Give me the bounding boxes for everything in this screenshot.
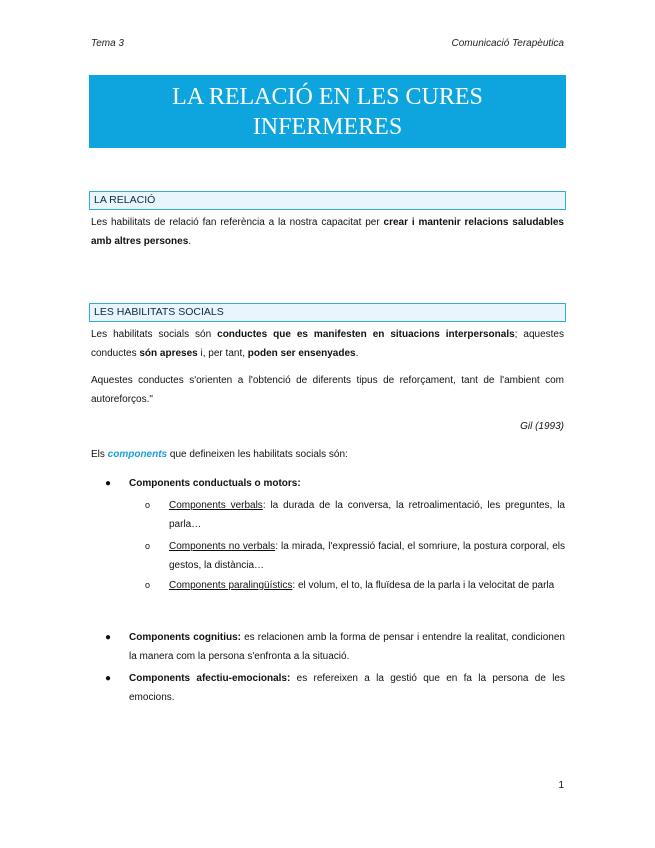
text-run: Les habilitats socials són bbox=[91, 329, 218, 340]
circle-bullet-icon: o bbox=[145, 541, 151, 551]
bold-run: crear i mantenir relacions saludables amb altres persones bbox=[91, 217, 564, 247]
underlined-run: Components verbals bbox=[169, 500, 263, 511]
paragraph-relacio bbox=[91, 213, 564, 251]
page-number: 1 bbox=[558, 780, 564, 791]
paragraph-components-intro bbox=[91, 445, 564, 464]
list-item bbox=[105, 628, 565, 666]
paragraph-definition bbox=[91, 325, 564, 363]
bullet-icon: ● bbox=[105, 632, 112, 643]
text-run: es relacionen amb la forma de pensar i entendre la realitat, condicionen la manera com la persona s'enfronta a la situació. bbox=[129, 632, 565, 662]
text-run: es refereixen a la gestió que en fa la persona de les emocions. bbox=[129, 673, 565, 703]
title-line-1: LA RELACIÓ EN LES CURES bbox=[172, 84, 483, 110]
header-topic: Tema 3 bbox=[91, 38, 124, 49]
bold-run: Components conductuals o motors: bbox=[129, 478, 301, 489]
bold-run: poden ser ensenyades bbox=[247, 348, 356, 359]
list-item-text bbox=[129, 474, 565, 493]
page-title bbox=[89, 75, 566, 148]
text-run: : el volum, el to, la fluïdesa de la parla i la velocitat de parla bbox=[292, 580, 555, 591]
bullet-icon: ● bbox=[105, 673, 112, 684]
sub-list-item-text bbox=[169, 576, 565, 595]
list-item-text bbox=[129, 669, 565, 707]
sub-list-item bbox=[145, 496, 565, 534]
bold-run: conductes que es manifesten en situacions interpersonals bbox=[217, 329, 515, 340]
text-run: Les habilitats de relació fan referència a la nostra capacitat per bbox=[91, 217, 384, 228]
paragraph-reinforcement: Aquestes conductes s'orienten a l'obtenció de diferents tipus de reforçament, tant de l'ambient com autoreforços." bbox=[91, 375, 564, 405]
sub-list-item-text bbox=[169, 537, 565, 575]
sub-list-item bbox=[145, 537, 565, 575]
text-run: ; aquestes conductes bbox=[91, 329, 564, 359]
circle-bullet-icon: o bbox=[145, 500, 151, 510]
underlined-run: Components no verbals bbox=[169, 541, 276, 552]
text-run: Els bbox=[91, 449, 108, 460]
title-line-2: INFERMERES bbox=[252, 114, 403, 140]
bold-run: Components afectiu-emocionals: bbox=[129, 673, 291, 684]
accent-run: components bbox=[107, 449, 168, 460]
sub-list-item-text bbox=[169, 496, 565, 534]
bold-run: Components cognitius: bbox=[129, 632, 241, 643]
text-run: que defineixen les habilitats socials són: bbox=[167, 449, 348, 460]
citation: Gil (1993) bbox=[520, 421, 564, 432]
list-item bbox=[105, 669, 565, 707]
header-subject: Comunicació Terapèutica bbox=[451, 38, 564, 49]
list-item bbox=[105, 474, 565, 493]
circle-bullet-icon: o bbox=[145, 580, 151, 590]
text-run: i, per tant, bbox=[197, 348, 248, 359]
underlined-run: Components paralingüístics bbox=[169, 580, 293, 591]
sub-list-item bbox=[145, 576, 565, 614]
section-heading-relacio: LA RELACIÓ bbox=[89, 191, 566, 210]
text-run: : la durada de la conversa, la retroalimentació, les preguntes, la parla… bbox=[169, 500, 565, 530]
text-run: . bbox=[188, 236, 192, 247]
bullet-icon: ● bbox=[105, 478, 112, 489]
section-heading-habilitats: LES HABILITATS SOCIALS bbox=[89, 303, 566, 322]
list-item-text bbox=[129, 628, 565, 666]
bold-run: són apreses bbox=[139, 348, 198, 359]
text-run: . bbox=[355, 348, 359, 359]
text-run: : la mirada, l'expressió facial, el somriure, la postura corporal, els gestos, la distància… bbox=[169, 541, 566, 571]
